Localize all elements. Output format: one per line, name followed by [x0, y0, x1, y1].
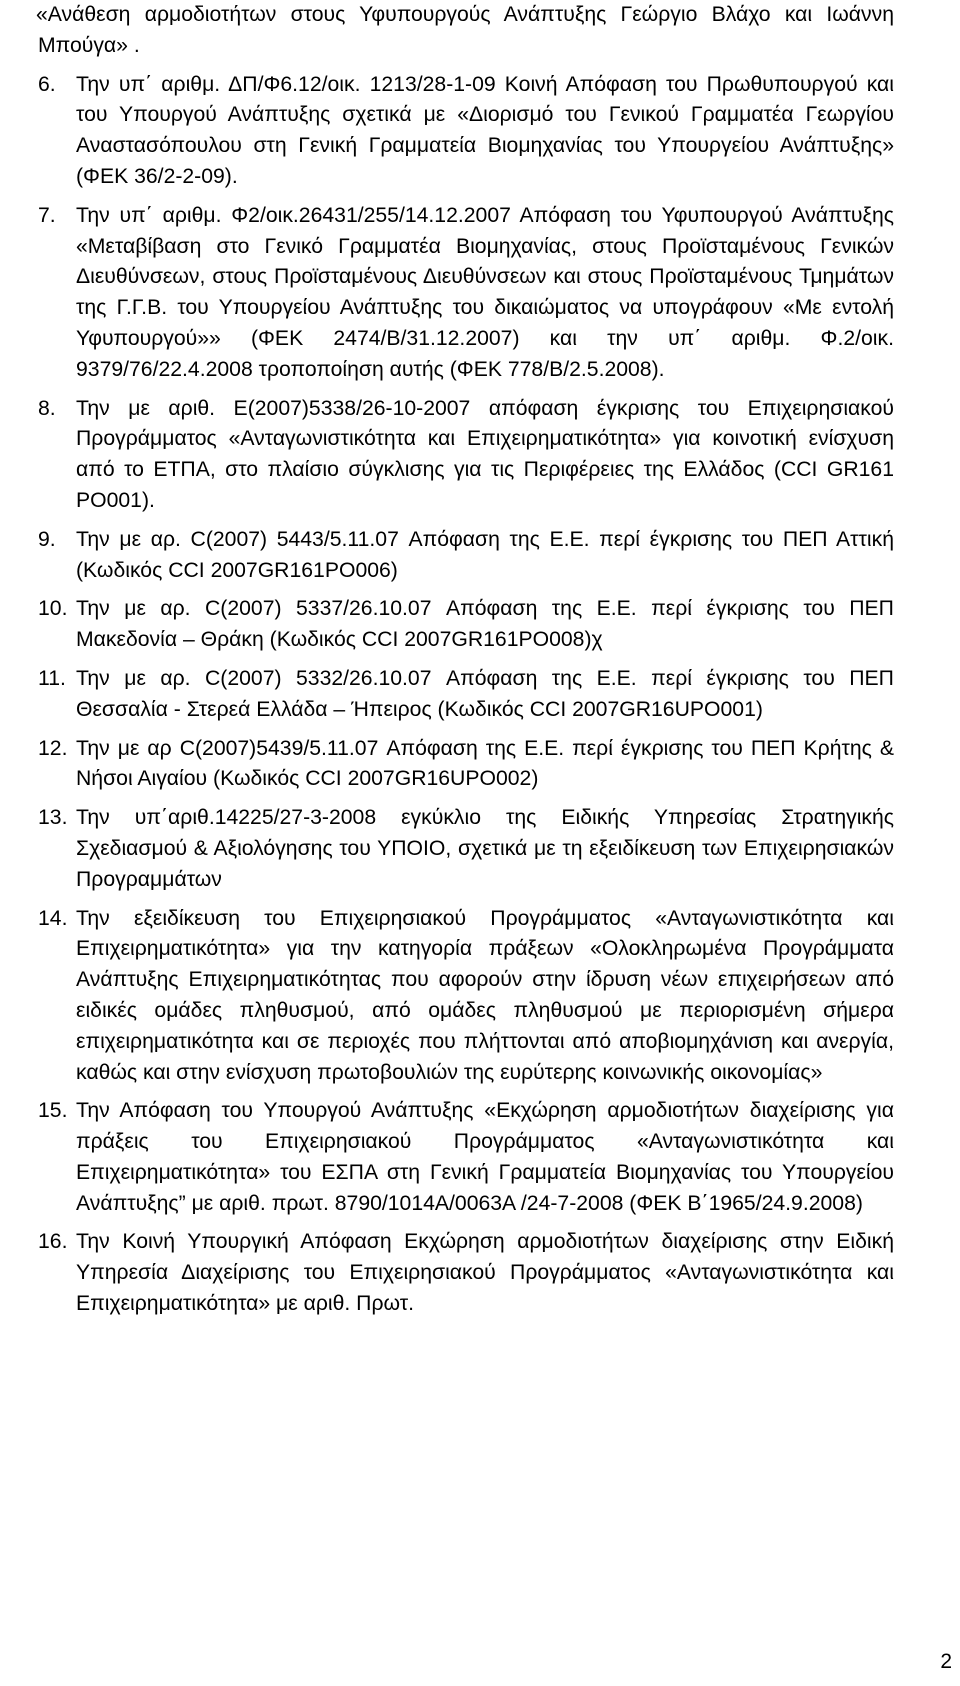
- spacer: [38, 586, 894, 594]
- list-item: [38, 1096, 894, 1219]
- item-number: 15.: [38, 1099, 68, 1123]
- list-item: [38, 70, 894, 193]
- item-text: Την με αριθ. Ε(2007)5338/26-10-2007 απόφαση έγκρισης του Επιχειρησιακού Προγράμματος «Ανταγωνιστικότητα και Επιχειρηματικότητα» για κοινοτική ενίσχυση από το ΕΤΠΑ, στο πλαίσιο σύγκλισης για τις Περιφέρειες της Ελλάδος (CCI GR161 PO001).: [76, 396, 894, 512]
- item-number: 11.: [38, 666, 66, 690]
- item-text: Την υπ΄ αριθμ. ΔΠ/Φ6.12/οικ. 1213/28-1-09 Κοινή Απόφαση του Πρωθυπουργού και του Υπουργού Ανάπτυξης σχετικά με «Διορισμό του Γενικού Γραμματέα Γεωργίου Αναστασόπουλου στη Γενική Γραμματεία Βιομηχανίας του Υπουργείου Ανάπτυξης» (ΦΕΚ 36/2-2-09).: [76, 72, 894, 188]
- list-item: [38, 734, 894, 796]
- item-text: Την με αρ C(2007)5439/5.11.07 Απόφαση της Ε.Ε. περί έγκρισης του ΠΕΠ Κρήτης & Νήσοι Αιγαίου (Κωδικός CCI 2007GR16UPO002): [76, 736, 894, 791]
- item-number: 8.: [38, 396, 56, 420]
- item-number: 14.: [38, 906, 68, 930]
- item-number: 10.: [38, 597, 68, 621]
- page-number: 2: [940, 1650, 952, 1673]
- spacer: [38, 726, 894, 734]
- item-text: Την Απόφαση του Υπουργού Ανάπτυξης «Εκχώρηση αρμοδιοτήτων διαχείρισης για πράξεις του Επιχειρησιακού Προγράμματος «Ανταγωνιστικότητα και Επιχειρηματικότητα» του ΕΣΠΑ στη Γενική Γραμματεία Βιομηχανίας του Υπουργείου Ανάπτυξης” με αριθ. πρωτ. 8790/1014Α/0063Α /24-7-2008 (ΦΕΚ Β΄1965/24.9.2008): [76, 1099, 894, 1215]
- item-text: Την με αρ. C(2007) 5443/5.11.07 Απόφαση της Ε.Ε. περί έγκρισης του ΠΕΠ Αττική (Κωδικός CCI 2007GR161PO006): [76, 527, 894, 582]
- list-item: [38, 664, 894, 726]
- item-number: 6.: [38, 72, 56, 96]
- spacer: [38, 1088, 894, 1096]
- spacer: [38, 896, 894, 904]
- spacer: [38, 62, 894, 70]
- item-text: Την εξειδίκευση του Επιχειρησιακού Προγράμματος «Ανταγωνιστικότητα και Επιχειρηματικότητα» για την κατηγορία πράξεων «Ολοκληρωμένα Προγράμματα Ανάπτυξης Επιχειρηματικότητας που αφορούν στην ίδρυση νέων επιχειρήσεων από ειδικές ομάδες πληθυσμού, από ομάδες πληθυσμού με περιορισμένη σήμερα επιχειρηματικότητα και σε περιοχές που πλήττονται από αποβιομηχάνιση και ανεργία, καθώς και στην ενίσχυση πρωτοβουλιών της ευρύτερης κοινωνικής οικονομίας»: [76, 906, 894, 1084]
- spacer: [38, 795, 894, 803]
- list-item: [38, 803, 894, 895]
- numbered-list: [38, 70, 894, 1320]
- spacer: [38, 386, 894, 394]
- item-text: Την με αρ. C(2007) 5337/26.10.07 Απόφαση της Ε.Ε. περί έγκρισης του ΠΕΠ Μακεδονία – Θράκη (Κωδικός CCI 2007GR161PO008)χ: [76, 597, 894, 652]
- item-text: Την Κοινή Υπουργική Απόφαση Εκχώρηση αρμοδιοτήτων διαχείρισης στην Ειδική Υπηρεσία Διαχείρισης του Επιχειρησιακού Προγράμματος «Ανταγωνιστικότητα και Επιχειρηματικότητα» με αριθ. Πρωτ.: [76, 1230, 894, 1316]
- spacer: [38, 1219, 894, 1227]
- list-item: [38, 904, 894, 1089]
- item-number: 12.: [38, 736, 68, 760]
- item-text: Την με αρ. C(2007) 5332/26.10.07 Απόφαση της Ε.Ε. περί έγκρισης του ΠΕΠ Θεσσαλία - Στερεά Ελλάδα – Ήπειρος (Κωδικός CCI 2007GR16UPO001): [76, 666, 894, 721]
- spacer: [38, 193, 894, 201]
- list-item: [38, 594, 894, 656]
- list-item: [38, 201, 894, 386]
- list-item: [38, 1227, 894, 1319]
- item-number: 13.: [38, 806, 68, 830]
- item-number: 7.: [38, 203, 56, 227]
- item-text: Την υπ΄αριθ.14225/27-3-2008 εγκύκλιο της Ειδικής Υπηρεσίας Στρατηγικής Σχεδιασμού & Αξιολόγησης του ΥΠΟΙΟ, σχετικά με τη εξειδίκευση των Επιχειρησιακών Προγραμμάτων: [76, 806, 894, 891]
- spacer: [38, 517, 894, 525]
- item-number: 16.: [38, 1230, 68, 1254]
- item-number: 9.: [38, 527, 56, 551]
- list-item: [38, 394, 894, 517]
- list-item: [38, 525, 894, 587]
- spacer: [38, 656, 894, 664]
- intro-paragraph: «Ανάθεση αρμοδιοτήτων στους Υφυπουργούς Ανάπτυξης Γεώργιο Βλάχο και Ιωάννη Μπούγα» .: [36, 3, 894, 57]
- item-text: Την υπ΄ αριθμ. Φ2/οικ.26431/255/14.12.2007 Απόφαση του Υφυπουργού Ανάπτυξης «Μεταβίβαση στο Γενικό Γραμματέα Βιομηχανίας, στους Προϊσταμένους Γενικών Διευθύνσεων, στους Προϊσταμένους Διευθύνσεων και στους Προϊσταμένους Τμημάτων της Γ.Γ.Β. του Υπουργείου Ανάπτυξης του δικαιώματος να υπογράφουν «Με εντολή Υφυπουργού»» (ΦΕΚ 2474/Β/31.12.2007) και την υπ΄ αριθμ. Φ.2/οικ. 9379/76/22.4.2008 τροποποίηση αυτής (ΦΕΚ 778/Β/2.5.2008).: [76, 203, 894, 381]
